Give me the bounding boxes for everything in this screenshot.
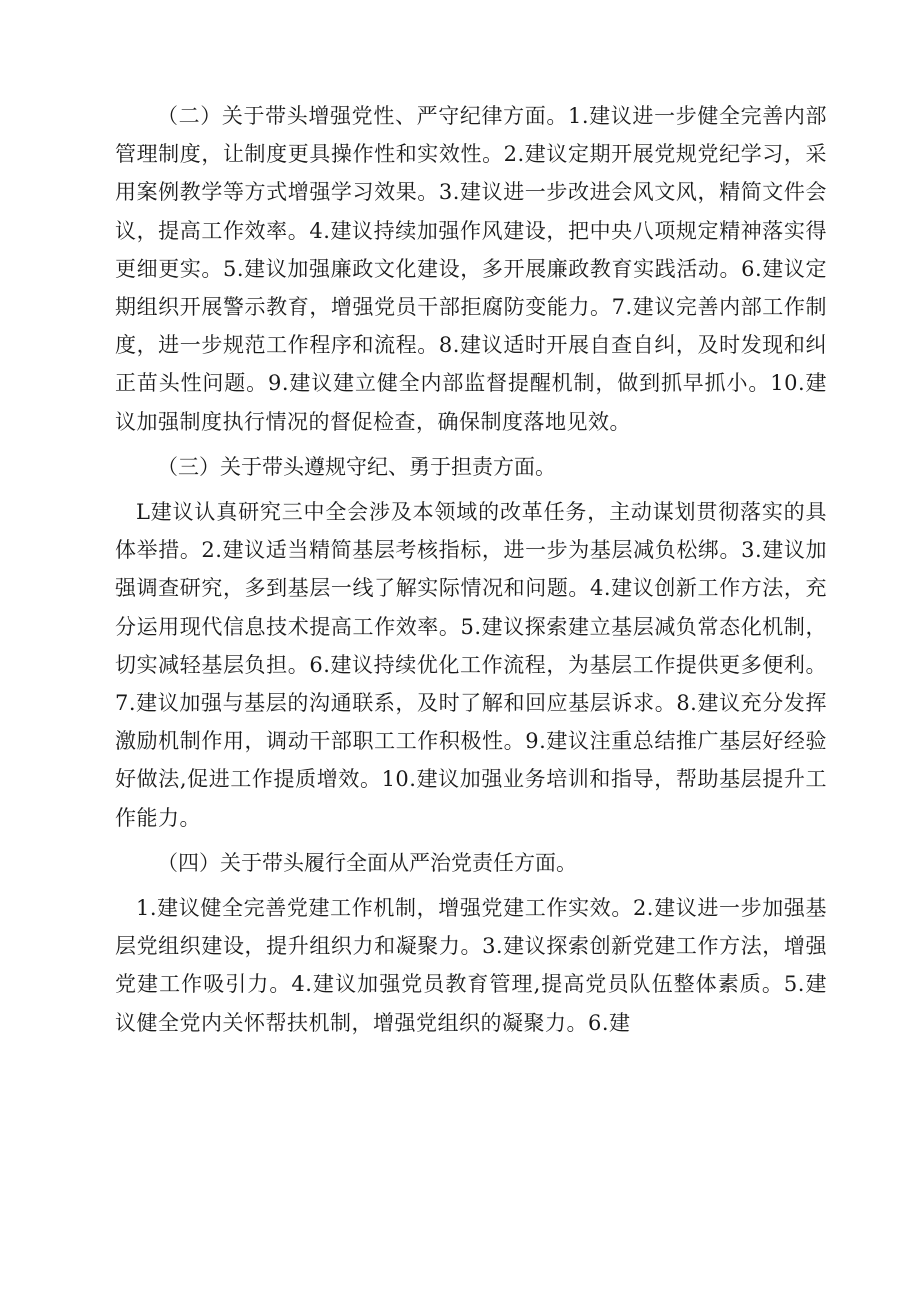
section-2-paragraph: （二）关于带头增强党性、严守纪律方面。1.建议进一步健全完善内部管理制度，让制度更具操作性和实效性。2.建议定期开展党规党纪学习，采用案例教学等方式增强学习效果。3.建议进一步改进会风文风，精简文件会议，提高工作效率。4.建议持续加强作风建设，把中央八项规定精神落实得更细更实。5.建议加强廉政文化建设，多开展廉政教育实践活动。6.建议定期组织开展警示教育，增强党员干部拒腐防变能力。7.建议完善内部工作制度，进一步规范工作程序和流程。8.建议适时开展自查自纠，及时发现和纠正苗头性问题。9.建议建立健全内部监督提醒机制，做到抓早抓小。10.建议加强制度执行情况的督促检查，确保制度落地见效。 bbox=[115, 104, 827, 434]
section-3-paragraph: L建议认真研究三中全会涉及本领域的改革任务，主动谋划贯彻落实的具体举措。2.建议适当精简基层考核指标，进一步为基层减负松绑。3.建议加强调查研究，多到基层一线了解实际情况和问题。4.建议创新工作方法，充分运用现代信息技术提高工作效率。5.建议探索建立基层减负常态化机制，切实减轻基层负担。6.建议持续优化工作流程，为基层工作提供更多便利。7.建议加强与基层的沟通联系，及时了解和回应基层诉求。8.建议充分发挥激励机制作用，调动干部职工工作积极性。9.建议注重总结推广基层好经验好做法,促进工作提质增效。10.建议加强业务培训和指导，帮助基层提升工作能力。 bbox=[115, 500, 827, 830]
section-4-paragraph: 1.建议健全完善党建工作机制，增强党建工作实效。2.建议进一步加强基层党组织建设，提升组织力和凝聚力。3.建议探索创新党建工作方法，增强党建工作吸引力。4.建议加强党员教育管理,提高党员队伍整体素质。5.建议健全党内关怀帮扶机制，增强党组织的凝聚力。6.建 bbox=[115, 896, 827, 1035]
document-page bbox=[115, 97, 827, 1042]
section-4-heading: （四）关于带头履行全面从严治党责任方面。 bbox=[157, 850, 577, 875]
section-3-heading: （三）关于带头遵规守纪、勇于担责方面。 bbox=[157, 454, 556, 479]
